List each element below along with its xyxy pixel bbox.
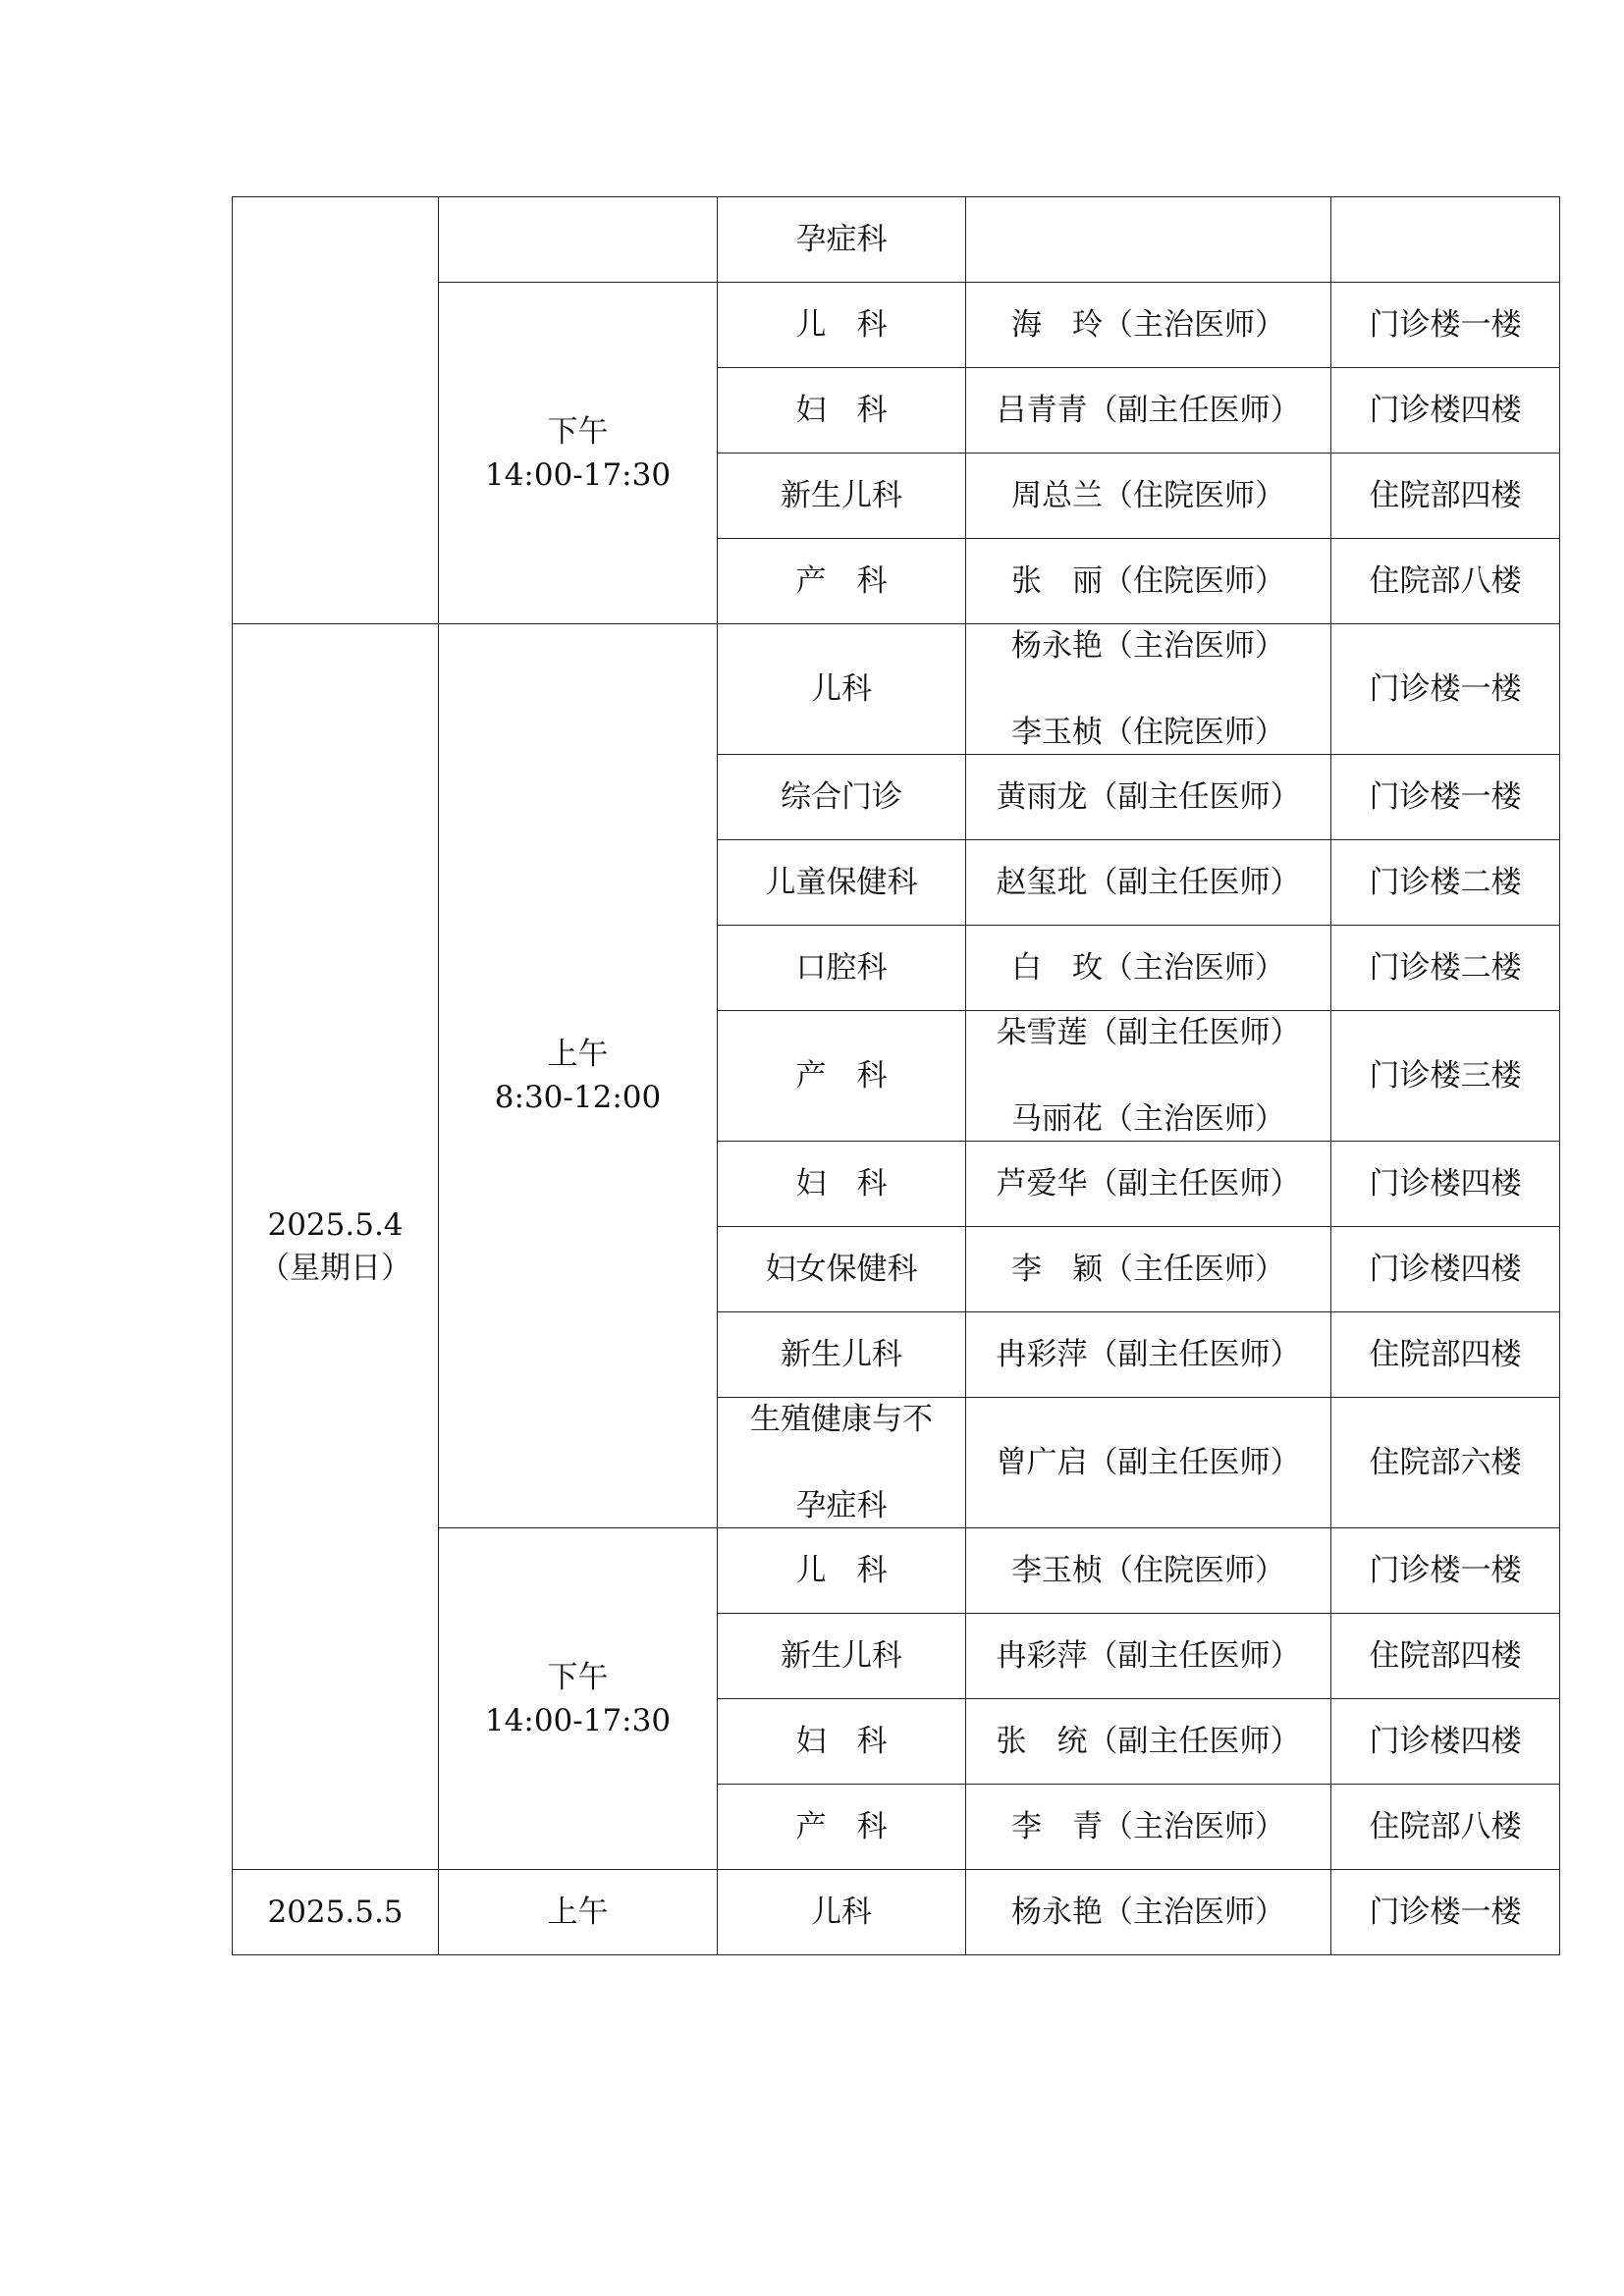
doctor-cell: 冉彩萍（副主任医师） bbox=[966, 1312, 1331, 1398]
dept-name-line1: 生殖健康与不 bbox=[750, 1402, 933, 1437]
duty-schedule-table bbox=[232, 196, 1560, 1955]
doctor-cell: 李 颖（主任医师） bbox=[966, 1227, 1331, 1312]
session-label: 上午 bbox=[547, 1037, 609, 1072]
location-cell: 门诊楼四楼 bbox=[1331, 1227, 1560, 1312]
session-time: 8:30-12:00 bbox=[494, 1080, 662, 1115]
doctor-name: 杨永艳（主治医师） bbox=[1011, 628, 1285, 664]
doctor-cell bbox=[966, 624, 1331, 755]
doctor-cell: 李玉桢（住院医师） bbox=[966, 1528, 1331, 1614]
location-cell: 门诊楼一楼 bbox=[1331, 283, 1560, 368]
location-cell: 住院部四楼 bbox=[1331, 1312, 1560, 1398]
location-cell: 住院部四楼 bbox=[1331, 1614, 1560, 1699]
location-cell: 门诊楼一楼 bbox=[1331, 755, 1560, 840]
table-row bbox=[233, 1870, 1560, 1955]
dept-cell: 综合门诊 bbox=[718, 755, 966, 840]
doctor-cell: 黄雨龙（副主任医师） bbox=[966, 755, 1331, 840]
session-cell bbox=[439, 283, 718, 624]
doctor-cell: 芦爱华（副主任医师） bbox=[966, 1142, 1331, 1227]
location-cell-empty bbox=[1331, 197, 1560, 283]
dept-cell: 妇女保健科 bbox=[718, 1227, 966, 1312]
dept-cell: 产 科 bbox=[718, 1785, 966, 1870]
dept-cell: 妇 科 bbox=[718, 1699, 966, 1785]
weekday-label: （星期日） bbox=[259, 1251, 411, 1286]
doctor-cell: 杨永艳（主治医师） bbox=[966, 1870, 1331, 1955]
doctor-cell-empty bbox=[966, 197, 1331, 283]
session-cell bbox=[439, 624, 718, 1528]
doctor-cell: 李 青（主治医师） bbox=[966, 1785, 1331, 1870]
doctor-cell: 赵玺玭（副主任医师） bbox=[966, 840, 1331, 926]
doctor-cell: 曾广启（副主任医师） bbox=[966, 1398, 1331, 1528]
dept-cell: 产 科 bbox=[718, 539, 966, 624]
dept-cell: 儿科 bbox=[718, 624, 966, 755]
location-cell: 住院部八楼 bbox=[1331, 1785, 1560, 1870]
location-cell: 门诊楼一楼 bbox=[1331, 624, 1560, 755]
dept-cell: 妇 科 bbox=[718, 368, 966, 454]
session-time: 14:00-17:30 bbox=[484, 1702, 672, 1738]
session-cell bbox=[439, 1528, 718, 1870]
dept-cell: 新生儿科 bbox=[718, 454, 966, 539]
dept-cell: 产 科 bbox=[718, 1011, 966, 1142]
session-label: 下午 bbox=[547, 1659, 609, 1695]
doctor-cell: 海 玲（主治医师） bbox=[966, 283, 1331, 368]
doctor-cell: 白 玫（主治医师） bbox=[966, 926, 1331, 1011]
dept-cell: 儿 科 bbox=[718, 1528, 966, 1614]
table-row bbox=[233, 624, 1560, 755]
location-cell: 门诊楼三楼 bbox=[1331, 1011, 1560, 1142]
dept-cell: 儿科 bbox=[718, 1870, 966, 1955]
location-cell: 门诊楼一楼 bbox=[1331, 1870, 1560, 1955]
location-cell: 住院部八楼 bbox=[1331, 539, 1560, 624]
date-cell: 2025.5.5 bbox=[233, 1870, 439, 1955]
doctor-cell: 张 丽（住院医师） bbox=[966, 539, 1331, 624]
session-cell-empty bbox=[439, 197, 718, 283]
dept-name-line2: 孕症科 bbox=[795, 1488, 888, 1523]
doctor-cell: 吕青青（副主任医师） bbox=[966, 368, 1331, 454]
location-cell: 住院部六楼 bbox=[1331, 1398, 1560, 1528]
location-cell: 门诊楼四楼 bbox=[1331, 1699, 1560, 1785]
doctor-name: 朵雪莲（副主任医师） bbox=[996, 1015, 1301, 1050]
session-cell: 上午 bbox=[439, 1870, 718, 1955]
doctor-cell bbox=[966, 1011, 1331, 1142]
doctor-cell: 张 统（副主任医师） bbox=[966, 1699, 1331, 1785]
dept-cell: 新生儿科 bbox=[718, 1614, 966, 1699]
location-cell: 门诊楼四楼 bbox=[1331, 1142, 1560, 1227]
doctor-cell: 冉彩萍（副主任医师） bbox=[966, 1614, 1331, 1699]
table-row bbox=[233, 197, 1560, 283]
date-cell bbox=[233, 624, 439, 1870]
doctor-name: 李玉桢（住院医师） bbox=[1011, 715, 1285, 750]
dept-cell: 新生儿科 bbox=[718, 1312, 966, 1398]
date-label: 2025.5.4 bbox=[267, 1207, 404, 1243]
date-cell-empty bbox=[233, 197, 439, 624]
location-cell: 门诊楼二楼 bbox=[1331, 840, 1560, 926]
dept-cell: 儿童保健科 bbox=[718, 840, 966, 926]
location-cell: 门诊楼一楼 bbox=[1331, 1528, 1560, 1614]
location-cell: 门诊楼四楼 bbox=[1331, 368, 1560, 454]
location-cell: 住院部四楼 bbox=[1331, 454, 1560, 539]
location-cell: 门诊楼二楼 bbox=[1331, 926, 1560, 1011]
dept-cell bbox=[718, 1398, 966, 1528]
dept-cell: 妇 科 bbox=[718, 1142, 966, 1227]
session-label: 下午 bbox=[547, 413, 609, 450]
dept-cell: 孕症科 bbox=[718, 197, 966, 283]
session-time: 14:00-17:30 bbox=[484, 456, 672, 493]
dept-cell: 口腔科 bbox=[718, 926, 966, 1011]
doctor-name: 马丽花（主治医师） bbox=[1011, 1101, 1285, 1137]
doctor-cell: 周总兰（住院医师） bbox=[966, 454, 1331, 539]
dept-cell: 儿 科 bbox=[718, 283, 966, 368]
